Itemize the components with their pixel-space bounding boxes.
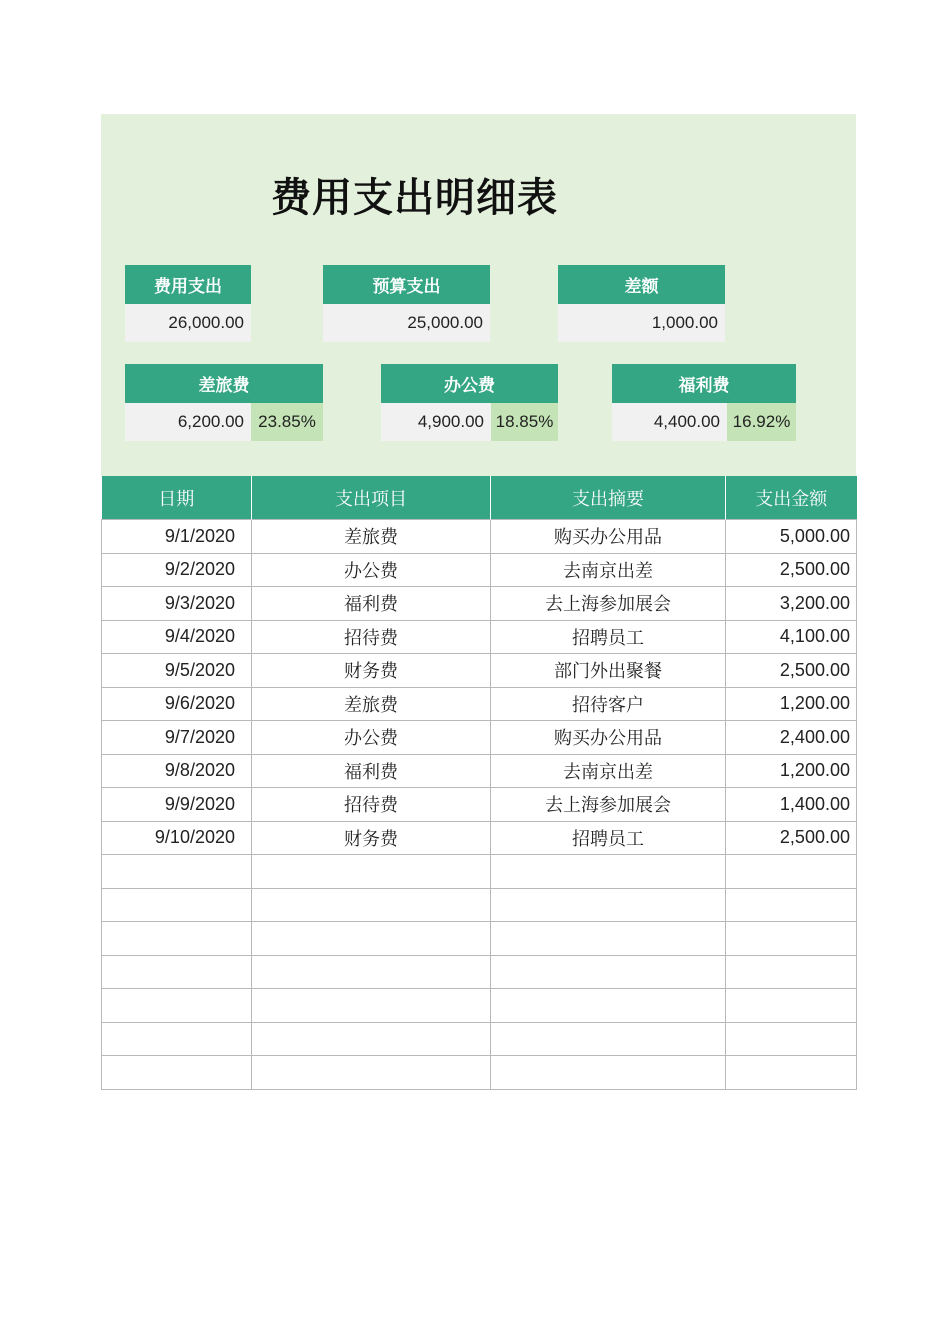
amount-cell[interactable]: 2,400.00 [726,721,857,755]
date-cell[interactable]: 9/6/2020 [102,687,252,721]
amount-cell[interactable]: 1,400.00 [726,788,857,822]
item-cell[interactable] [252,955,491,989]
date-cell[interactable] [102,888,252,922]
table-row [102,821,857,855]
column-header-summary[interactable]: 支出摘要 [491,476,726,520]
summary-panel [101,114,856,476]
amount-cell[interactable] [726,922,857,956]
table-row [102,1056,857,1090]
date-cell[interactable]: 9/5/2020 [102,654,252,688]
item-cell[interactable] [252,989,491,1023]
expense-table [101,476,857,1090]
total-expense-card [125,265,251,342]
amount-cell[interactable]: 1,200.00 [726,754,857,788]
item-cell[interactable]: 差旅费 [252,687,491,721]
summary-cell[interactable]: 招聘员工 [491,620,726,654]
summary-cell[interactable]: 去南京出差 [491,553,726,587]
card-value[interactable]: 1,000.00 [558,304,725,342]
summary-cell[interactable]: 购买办公用品 [491,721,726,755]
date-cell[interactable]: 9/7/2020 [102,721,252,755]
date-cell[interactable]: 9/3/2020 [102,587,252,621]
table-row [102,520,857,554]
amount-cell[interactable] [726,955,857,989]
card-label: 费用支出 [125,265,251,304]
card-label: 办公费 [381,364,558,403]
summary-cell[interactable]: 购买办公用品 [491,520,726,554]
table-row [102,587,857,621]
date-cell[interactable] [102,922,252,956]
table-header-row [102,476,857,520]
card-label: 差旅费 [125,364,323,403]
card-label: 预算支出 [323,265,490,304]
amount-cell[interactable] [726,888,857,922]
column-header-item[interactable]: 支出项目 [252,476,491,520]
item-cell[interactable]: 财务费 [252,654,491,688]
table-row [102,922,857,956]
column-header-date[interactable]: 日期 [102,476,252,520]
difference-card [558,265,725,342]
summary-cell[interactable] [491,855,726,889]
item-cell[interactable] [252,1056,491,1090]
summary-cell[interactable] [491,1022,726,1056]
budget-expense-card [323,265,490,342]
item-cell[interactable]: 办公费 [252,553,491,587]
item-cell[interactable]: 招待费 [252,788,491,822]
card-label: 差额 [558,265,725,304]
summary-cell[interactable] [491,955,726,989]
date-cell[interactable] [102,1056,252,1090]
card-value[interactable]: 6,200.00 [125,403,251,441]
date-cell[interactable] [102,1022,252,1056]
summary-cell[interactable]: 去南京出差 [491,754,726,788]
table-row [102,654,857,688]
item-cell[interactable] [252,888,491,922]
card-label: 福利费 [612,364,796,403]
table-row [102,989,857,1023]
page-title: 费用支出明细表 [271,175,558,221]
table-row [102,1022,857,1056]
welfare-expense-card [612,364,796,441]
amount-cell[interactable] [726,1056,857,1090]
table-body [102,520,857,1090]
travel-expense-card [125,364,323,441]
date-cell[interactable] [102,955,252,989]
amount-cell[interactable] [726,989,857,1023]
card-value[interactable]: 26,000.00 [125,304,251,342]
date-cell[interactable]: 9/9/2020 [102,788,252,822]
amount-cell[interactable]: 2,500.00 [726,654,857,688]
card-percent[interactable]: 18.85% [491,403,558,441]
amount-cell[interactable]: 3,200.00 [726,587,857,621]
date-cell[interactable]: 9/10/2020 [102,821,252,855]
table-row [102,888,857,922]
amount-cell[interactable]: 5,000.00 [726,520,857,554]
item-cell[interactable]: 办公费 [252,721,491,755]
summary-cell[interactable]: 招聘员工 [491,821,726,855]
item-cell[interactable]: 财务费 [252,821,491,855]
table-row [102,754,857,788]
card-value[interactable]: 4,900.00 [381,403,491,441]
table-row [102,955,857,989]
table-row [102,687,857,721]
expense-sheet [101,114,856,1090]
summary-cell[interactable]: 部门外出聚餐 [491,654,726,688]
amount-cell[interactable] [726,1022,857,1056]
amount-cell[interactable]: 2,500.00 [726,553,857,587]
date-cell[interactable]: 9/2/2020 [102,553,252,587]
item-cell[interactable] [252,922,491,956]
summary-cell[interactable] [491,922,726,956]
amount-cell[interactable] [726,855,857,889]
summary-cell[interactable]: 去上海参加展会 [491,788,726,822]
table-row [102,620,857,654]
amount-cell[interactable]: 1,200.00 [726,687,857,721]
office-expense-card [381,364,558,441]
table-row [102,855,857,889]
summary-cell[interactable]: 去上海参加展会 [491,587,726,621]
card-percent[interactable]: 16.92% [727,403,796,441]
date-cell[interactable]: 9/8/2020 [102,754,252,788]
table-row [102,721,857,755]
amount-cell[interactable]: 2,500.00 [726,821,857,855]
column-header-amount[interactable]: 支出金额 [726,476,857,520]
date-cell[interactable] [102,855,252,889]
table-row [102,553,857,587]
item-cell[interactable]: 差旅费 [252,520,491,554]
card-percent[interactable]: 23.85% [251,403,323,441]
amount-cell[interactable]: 4,100.00 [726,620,857,654]
summary-cell[interactable]: 招待客户 [491,687,726,721]
date-cell[interactable]: 9/1/2020 [102,520,252,554]
item-cell[interactable]: 福利费 [252,754,491,788]
date-cell[interactable] [102,989,252,1023]
card-value[interactable]: 4,400.00 [612,403,727,441]
item-cell[interactable]: 招待费 [252,620,491,654]
summary-cell[interactable] [491,989,726,1023]
summary-cell[interactable] [491,1056,726,1090]
summary-cell[interactable] [491,888,726,922]
item-cell[interactable] [252,1022,491,1056]
card-value[interactable]: 25,000.00 [323,304,490,342]
item-cell[interactable]: 福利费 [252,587,491,621]
item-cell[interactable] [252,855,491,889]
date-cell[interactable]: 9/4/2020 [102,620,252,654]
table-row [102,788,857,822]
